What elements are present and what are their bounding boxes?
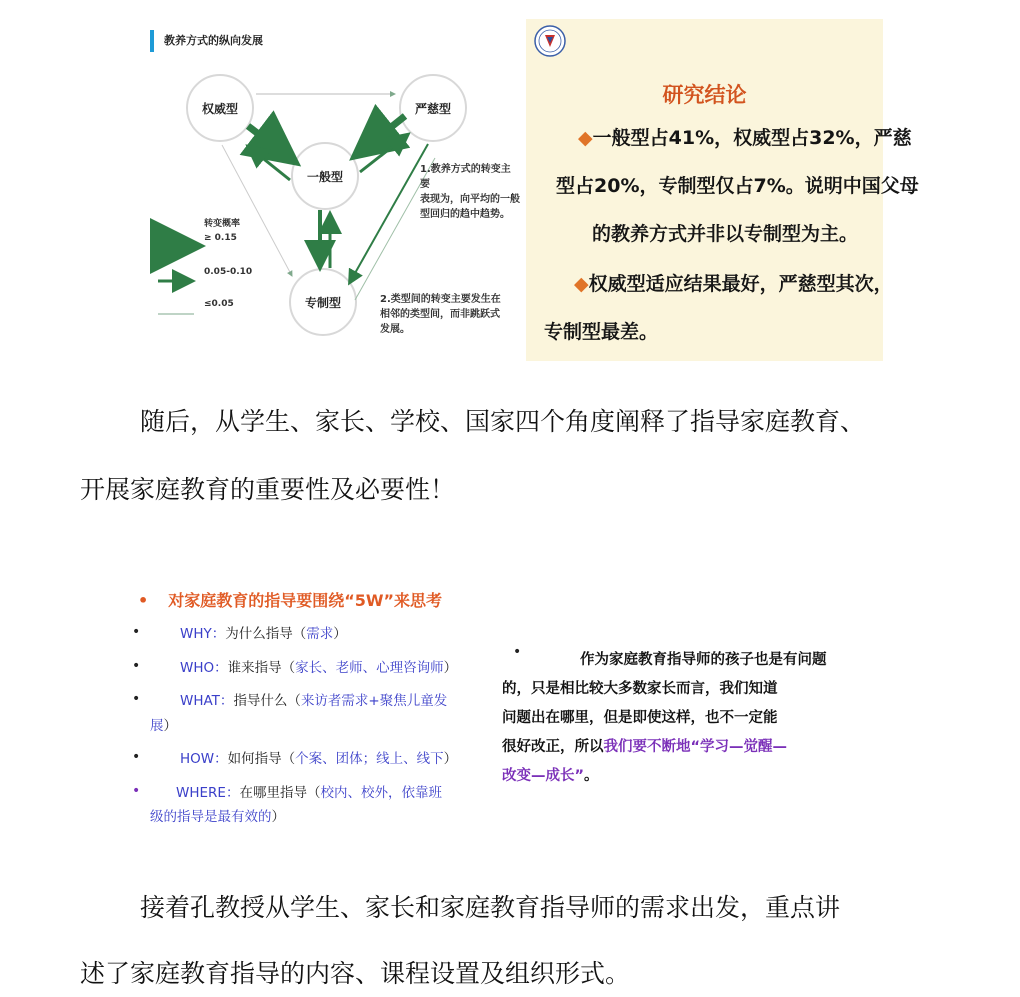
where-highlight-cont: 级的指导是最有效的 <box>150 809 272 825</box>
note1-line3: 型回归的趋中趋势。 <box>420 209 510 220</box>
parenting-style-diagram <box>150 20 520 360</box>
diagram-title: 教养方式的纵向发展 <box>164 34 263 47</box>
school-logo-icon <box>534 25 566 57</box>
research-conclusion-panel <box>526 19 919 361</box>
what-tail: ） <box>163 718 177 734</box>
conclusion-line-2: 型占20%，专制型仅占7%。说明中国父母 <box>556 175 919 197</box>
right-text-line-4-plain: 很好改正，所以 <box>502 739 604 755</box>
right-text-line-5-tail: 。 <box>584 768 599 784</box>
note2-line1: 2.类型间的转变主要发生在 <box>380 294 501 305</box>
how-key: HOW： <box>180 751 228 767</box>
right-text-line-1: 作为家庭教育指导师的孩子也是有问题 <box>580 652 827 668</box>
five-w-item-where <box>176 781 442 805</box>
what-highlight: 来访者需求+聚焦儿童发 <box>300 693 448 709</box>
conclusion-line-3: 的教养方式并非以专制型为主。 <box>592 223 859 245</box>
note1-line1: 1.教养方式的转变主要 <box>420 164 511 190</box>
diagram-note-2 <box>380 292 501 337</box>
paragraph-2-line-2: 述了家庭教育指导的内容、课程设置及组织形式。 <box>80 959 631 988</box>
paragraph-1-line-2: 开展家庭教育的重要性及必要性！ <box>80 475 456 504</box>
node-general-label: 一般型 <box>306 170 343 184</box>
five-w-slide <box>128 578 888 838</box>
why-highlight: 需求 <box>306 626 334 642</box>
five-w-item-what-cont <box>150 714 177 738</box>
diamond-bullet-icon: ◆ <box>574 273 589 295</box>
legend-mid: 0.05-0.10 <box>204 267 253 277</box>
five-w-title <box>138 588 442 611</box>
how-text: 如何指导（ <box>227 751 296 767</box>
right-text-line-4-highlight: 我们要不断地“学习—觉醒— <box>603 739 788 755</box>
bullet-dot: • <box>132 783 141 799</box>
bullet-dot: • <box>132 658 141 674</box>
how-tail: ） <box>443 751 458 767</box>
right-text-line-5 <box>502 762 862 791</box>
where-tail: ） <box>271 809 285 825</box>
node-authoritative-label: 权威型 <box>201 102 238 116</box>
note2-line3: 发展。 <box>380 324 410 335</box>
five-w-item-how <box>180 747 457 771</box>
what-key: WHAT： <box>180 693 234 709</box>
five-w-item-where-cont <box>150 805 285 829</box>
where-highlight: 校内、校外，依靠班 <box>320 785 442 801</box>
why-key: WHY： <box>180 626 226 642</box>
five-w-right-text <box>502 646 862 791</box>
legend-low: ≤0.05 <box>204 299 234 309</box>
who-highlight: 家长、老师、心理咨询师 <box>295 660 444 676</box>
right-text-line-4 <box>502 733 862 762</box>
paragraph-2-line-1: 接着孔教授从学生、家长和家庭教育指导师的需求出发，重点讲 <box>140 893 841 922</box>
right-text-line-5-highlight: 改变—成长” <box>502 768 585 784</box>
five-w-title-text: 对家庭教育的指导要围绕“5W”来思考 <box>168 591 443 610</box>
conclusion-line-1 <box>578 123 912 150</box>
legend-title: 转变概率 <box>204 219 241 229</box>
bullet-dot: • <box>513 644 522 660</box>
who-tail: ） <box>443 660 458 676</box>
title-bullet: • <box>138 591 149 610</box>
legend-high: ≥ 0.15 <box>204 233 237 243</box>
where-key: WHERE： <box>176 785 240 801</box>
conclusion-line-1-text: 一般型占41%，权威型占32%，严慈 <box>592 127 912 149</box>
conclusion-title: 研究结论 <box>662 83 747 107</box>
paragraph-1-line-1: 随后，从学生、家长、学校、国家四个角度阐释了指导家庭教育、 <box>140 407 866 436</box>
why-text: 为什么指导（ <box>225 626 307 642</box>
what-text: 指导什么（ <box>233 693 301 709</box>
five-w-item-why <box>180 622 347 646</box>
note2-line2: 相邻的类型间，而非跳跃式 <box>380 309 500 320</box>
bullet-dot: • <box>132 691 141 707</box>
where-text: 在哪里指导（ <box>239 785 321 801</box>
bullet-dot: • <box>132 749 141 765</box>
conclusion-line-4-text: 权威型适应结果最好，严慈型其次， <box>588 273 893 295</box>
bullet-dot: • <box>132 624 141 640</box>
diagram-note-1 <box>420 162 520 222</box>
node-autocratic-label: 专制型 <box>304 296 341 310</box>
what-highlight-cont: 展 <box>150 718 164 734</box>
conclusion-line-5: 专制型最差。 <box>544 321 659 343</box>
conclusion-line-4 <box>574 269 893 296</box>
note1-line2: 表现为，向平均的一般 <box>420 194 520 205</box>
how-highlight: 个案、团体；线上、线下 <box>295 751 444 767</box>
diamond-bullet-icon: ◆ <box>578 127 593 149</box>
right-text-line-2: 的，只是相比较大多数家长而言，我们知道 <box>502 681 778 697</box>
who-text: 谁来指导（ <box>227 660 296 676</box>
who-key: WHO： <box>180 660 228 676</box>
diagram-title-accent <box>150 30 154 52</box>
why-tail: ） <box>333 626 347 642</box>
five-w-item-who <box>180 656 457 680</box>
right-text-line-3: 问题出在哪里，但是即使这样，也不一定能 <box>502 710 778 726</box>
five-w-item-what <box>180 689 447 713</box>
node-strict-kind-label: 严慈型 <box>414 102 451 116</box>
